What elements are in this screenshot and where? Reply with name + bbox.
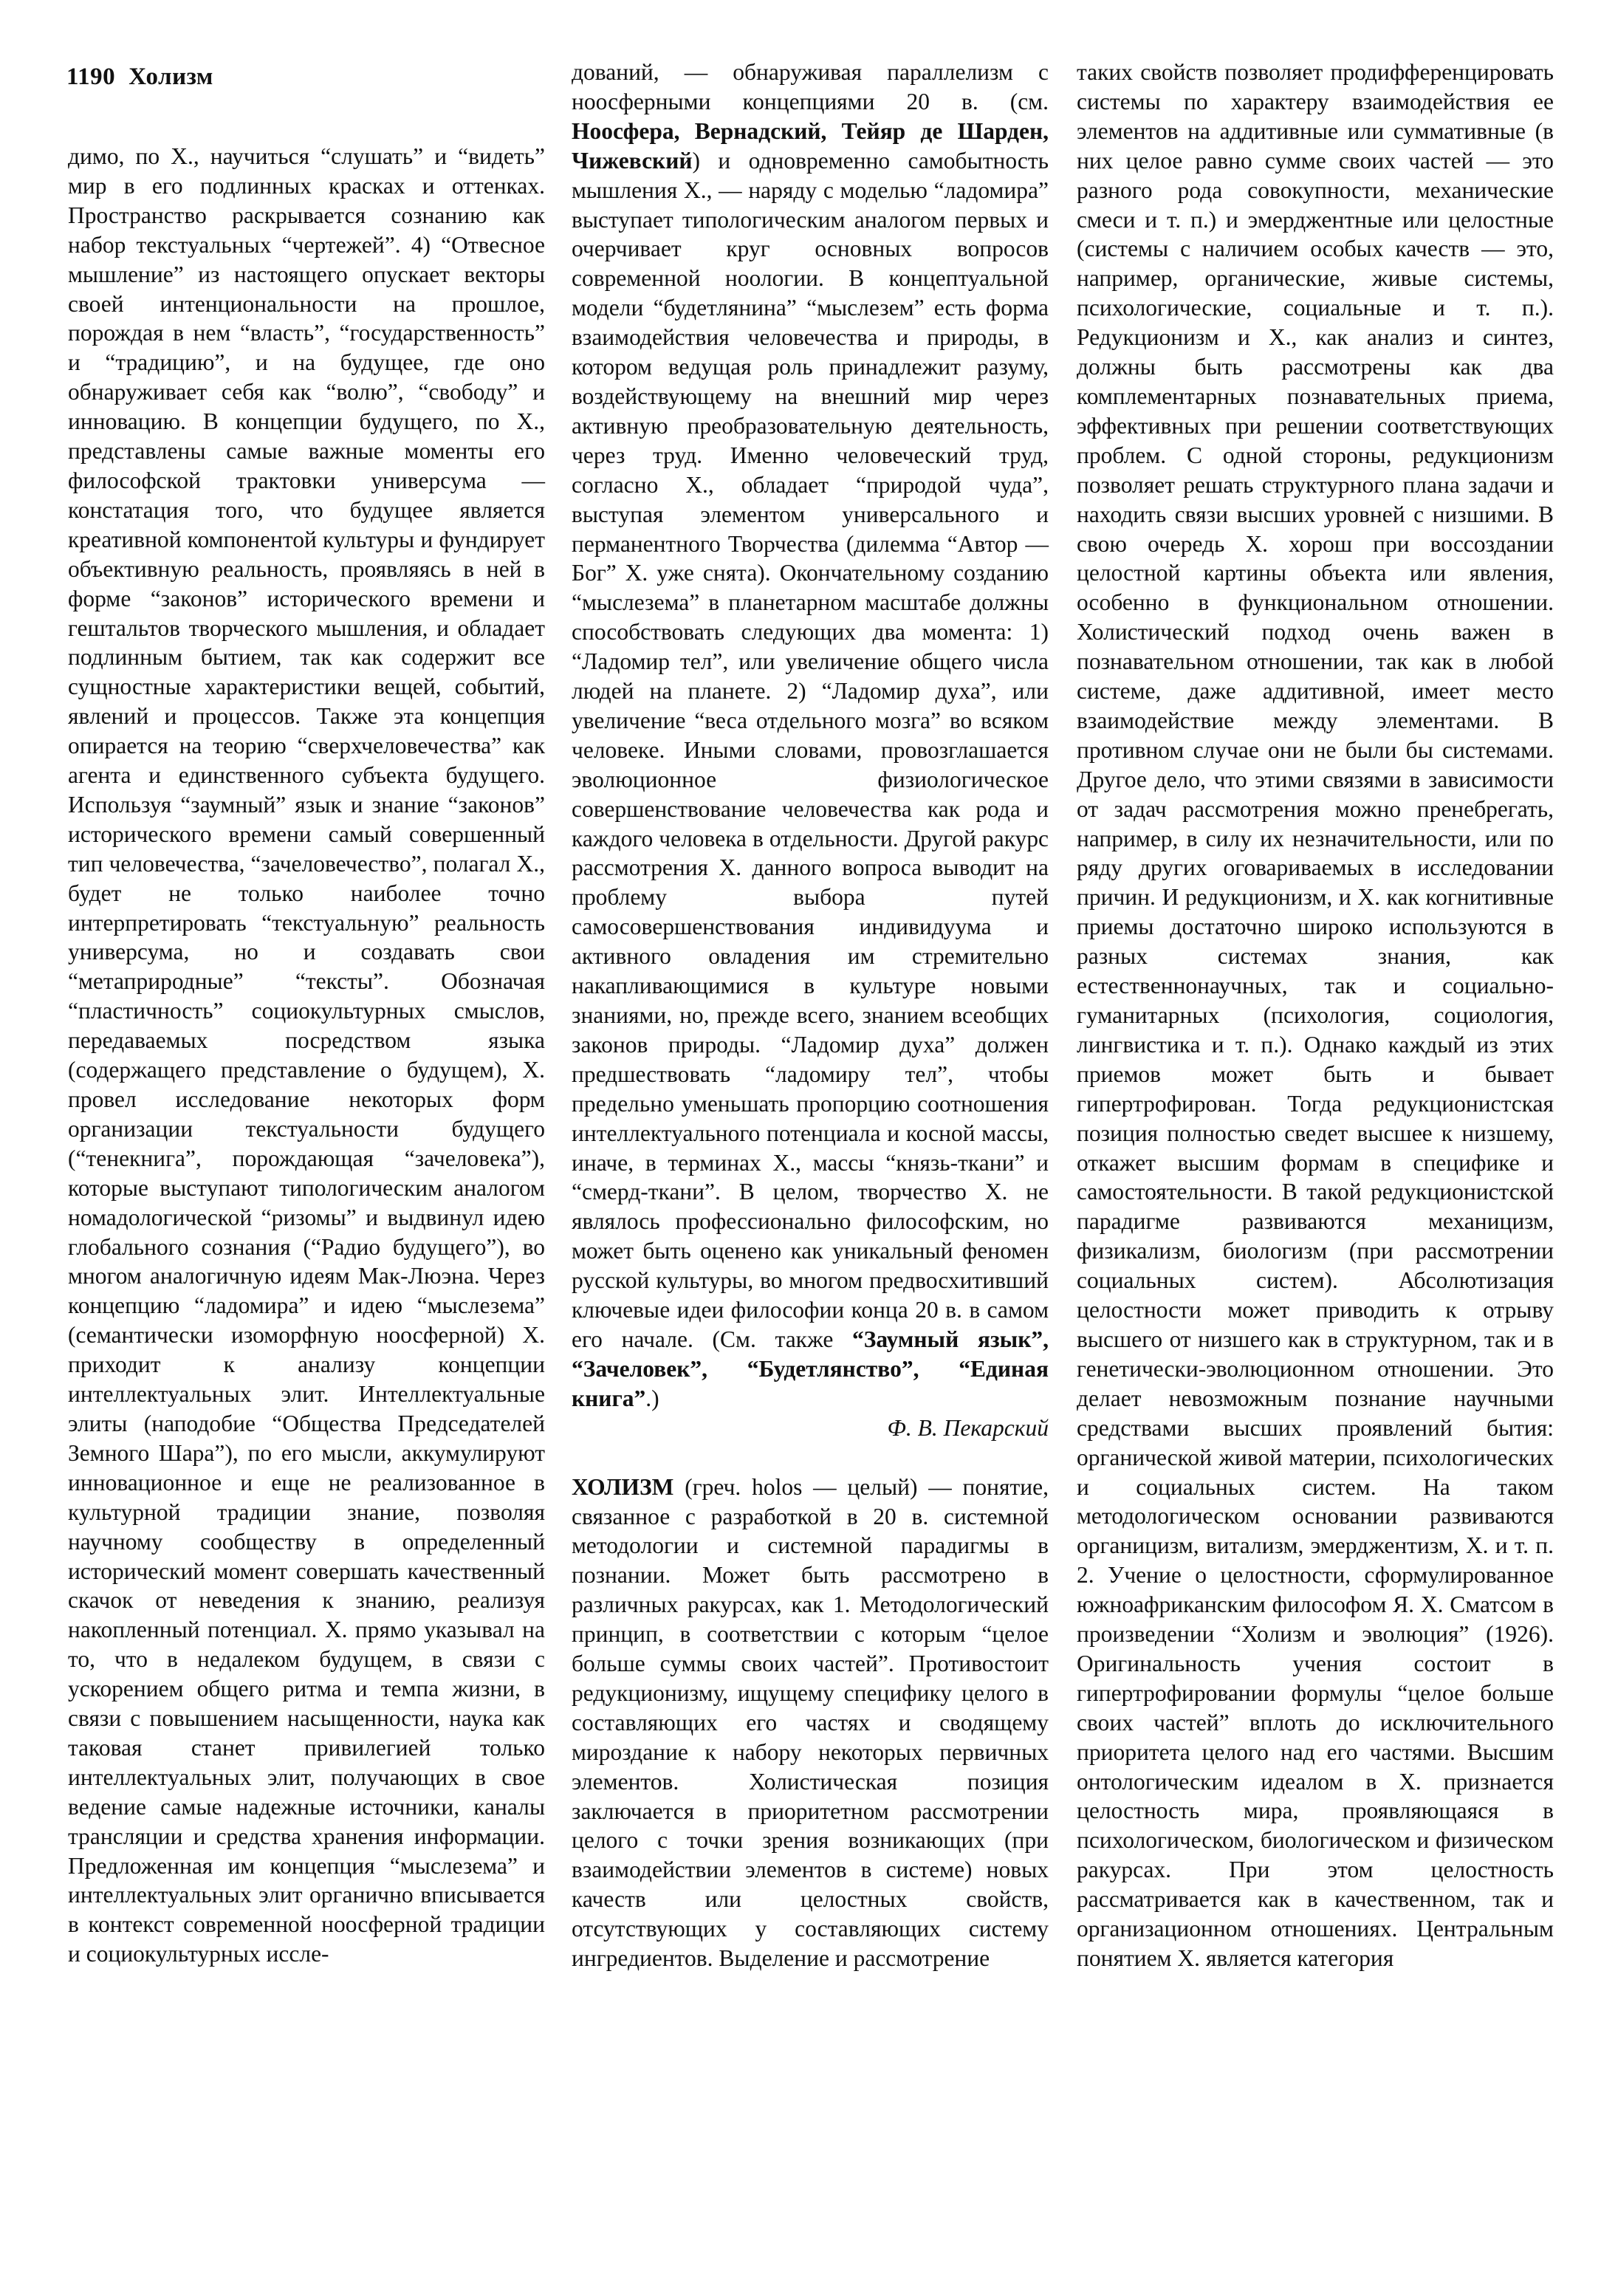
text-run: ) и одновременно самобытность мышления Х., — наряду с моделью “ладомира” выступает типологическим аналогом первых и очерчивает круг основных вопросов современной ноологии. В концептуальной модели “будетлянина” “мыслезем” есть форма взаимодействия человечества и природы, в котором ведущая роль принадлежит разуму, воздействующему на внешний мир через активную преобразовательную деятельность, через труд. Именно человеческий труд, согласно Х., обладает “природой чуда”, выступая элементом универсального и перманентного Творчества (дилемма “Автор — Бог” Х. уже снята). Окончательному созданию “мыслезема” в планетарном масштабе должны способствовать следующих два момента: 1) “Ладомир тел”, или увеличение общего числа людей на планете. 2) “Ладомир духа”, или увеличение “веса отдельного мозга” во всяком человеке. Иными словами, провозглашается эволюционное физиологическое совершенствование человечества как рода и каждого человека в отдельности. Другой ракурс рассмотрения Х. данного вопроса выводит на проблему выбора путей самосовершенствования индивидуума и активного овладения им стремительно накапливающимися в культуре новыми знаниями, но, прежде всего, знанием всеобщих законов природы. “Ладомир духа” должен предшествовать “ладомиру тел”, чтобы предельно уменьшать пропорцию соотношения интеллектуального потенциала и косной массы, иначе, в терминах Х., массы “князь-ткани” и “смерд-ткани”. В целом, творчество Х. не являлось профессионально философским, но может быть оценено как уникальный феномен русской культуры, во многом предвосхитивший ключевые идеи философии конца 20 в. в самом его начале. (См. также [572,147,1049,1352]
entry-text-continued: таких свойств позволяет продифференцировать системы по характеру взаимодействия ее элементов на аддитивные или суммативные (в них целое равно сумме своих частей — это разного рода совокупности, механические смеси и т. п.) и эмерджентные или целостные (системы с наличием особых качеств — это, например, органические, живые системы, психологические, социальные и т. п.). Редукционизм и Х., как анализ и синтез, должны быть рассмотрены как два комплементарных познавательных приема, эффективных при решении соответствующих проблем. С одной стороны, редукционизм позволяет решать структурного плана задачи и находить связи высших уровней с низшими. В свою очередь Х. хорош при воссоздании целостной картины объекта или явления, особенно в функциональном отношении. Холистический подход очень важен в познавательном отношении, так как в любой системе, даже аддитивной, имеет место взаимодействие между элементами. В противном случае они не были бы системами. Другое дело, что этими связями в зависимости от задач рассмотрения можно пренебрегать, например, в силу их незначительности, или по ряду других оговариваемых в исследовании причин. И редукционизм, и Х. как когнитивные приемы достаточно широко используются в разных системах знания, как естественнонаучных, так и социально-гуманитарных (психология, социология, лингвистика и т. п.). Однако каждый из этих приемов может быть и бывает гипертрофирован. Тогда редукционистская позиция полностью сведет высшее к низшему, откажет высшим формам в специфике и самостоятельности. В такой редукционистской парадигме развиваются механицизм, физикализм, биологизм (при рассмотрении социальных систем). Абсолютизация целостности может приводить к отрыву высшего от низшего как в структурном, так и в генетически-эволюционном отношении. Это делает невозможным познание научными средствами высших проявлений бытия: органической живой материи, психологических и социальных систем. На таком методологическом основании развиваются органицизм, витализм, эмерджентизм, Х. и т. п. 2. Учение о целостности, сформулированное южноафриканским философом Я. Х. Сматсом в произведении “Холизм и эволюция” (1926). Оригинальность учения состоит в гипертрофировании формулы “целое больше своих частей” вплоть до исключительного приоритета целого над его частями. Высшим онтологическим идеалом в Х. признается целостность мира, проявляющаяся в психологическом, биологическом и физическом ракурсах. При этом целостность рассматривается как в качественном, так и организационном отношениях. Центральным понятием Х. является категория [1077,59,1554,1971]
entry-lemma: ХОЛИЗМ [572,1473,674,1500]
text-column-left [68,142,545,1969]
entry-holism [572,1473,1049,1973]
article-text-continued: димо, по Х., научиться “слушать” и “видеть” мир в его подлинных красках и оттенках. Пространство раскрывается сознанию как набор текстуальных “чертежей”. 4) “Отвесное мышление” из настоящего опускает векторы своей интенциональности на прошлое, порождая в нем “власть”, “государственность” и “традицию”, и на будущее, где оно обнаруживает себя как “волю”, “свободу” и инновацию. В концепции будущего, по Х., представлены самые важные моменты его философской трактовки универсума — констатация того, что будущее является креативной компонентой культуры и фундирует объективную реальность, проявляясь в ней в форме “законов” исторического времени и гештальтов творческого мышления, и обладает подлинным бытием, так как содержит все сущностные характеристики вещей, событий, явлений и процессов. Также эта концепция опирается на теорию “сверхчеловечества” как агента и единственного субъекта будущего. Используя “заумный” язык и знание “законов” исторического времени самый совершенный тип человечества, “зачеловечество”, полагал Х., будет не только наиболее точно интерпретировать “текстуальную” реальность универсума, но и создавать свои “метаприродные” “тексты”. Обозначая “пластичность” социокультурных смыслов, передаваемых посредством языка (содержащего представление о будущем), Х. провел исследование некоторых форм организации текстуальности будущего (“тенекнига”, порождающая “зачеловека”), которые выступают типологическим аналогом номадологической “ризомы” и выдвинул идею глобального сознания (“Радио будущего”), во многом аналогичную идеям Мак-Люэна. Через концепцию “ладомира” и идею “мыслезема” (семантически изоморфную ноосферной) Х. приходит к анализу концепции интеллектуальных элит. Интеллектуальные элиты (наподобие “Общества Председателей Земного Шара”), по его мысли, аккумулируют инновационное и еще не реализованное в культурной традиции знание, позволяя научному сообществу в определенный исторический момент совершать качественный скачок от неведения к знанию, реализуя накопленный потенциал. Х. прямо указывал на то, что в недалеком будущем, в связи с ускорением общего ритма и темпа жизни, в связи с повышением насыщенности, наука как таковая станет привилегией только интеллектуальных элит, получающих в свое ведение самые надежные источники, каналы трансляции и средства хранения информации. Предложенная им концепция “мыслезема” и интеллектуальных элит органично вписывается в контекст современной ноосферной традиции и социокультурных иссле- [68,143,545,1967]
cross-reference-see-also[interactable]: “Заумный язык”, “Зачеловек”, “Будетлянство”, “Единая книга” [572,1326,1049,1411]
running-title: Холизм [128,64,213,90]
text-column-right [1077,58,1554,1973]
page-number: 1190 [66,64,116,90]
page-header [66,64,213,91]
article-author: Ф. В. Пекарский [887,1414,1049,1441]
entry-text: (греч. holos — целый) — понятие, связанное с разработкой в 20 в. системной методологии и системной парадигмы в познании. Может быть рассмотрено в различных ракурсах, как 1. Методологический принцип, в соответствии с которым “целое больше суммы своих частей”. Противостоит редукционизму, ищущему специфику целого в составляющих его частях и сводящему мироздание к набору некоторых первичных элементов. Холистическая позиция заключается в приоритетном рассмотрении целого с точки зрения возникающих (при взаимодействии элементов в системе) новых качеств или целостных свойств, отсутствующих у составляющих систему ингредиентов. Выделение и рассмотрение [572,1473,1049,1972]
cross-reference-see[interactable]: Ноосфера, Вернадский, Тейяр де Шарден, Чижевский [572,117,1049,174]
article-text-continued [572,58,1049,1413]
text-column-middle [572,58,1049,1973]
text-run: дований, — обнаруживая параллелизм с ноосферными концепциями 20 в. (см. [572,59,1049,114]
text-run: .) [645,1385,659,1411]
